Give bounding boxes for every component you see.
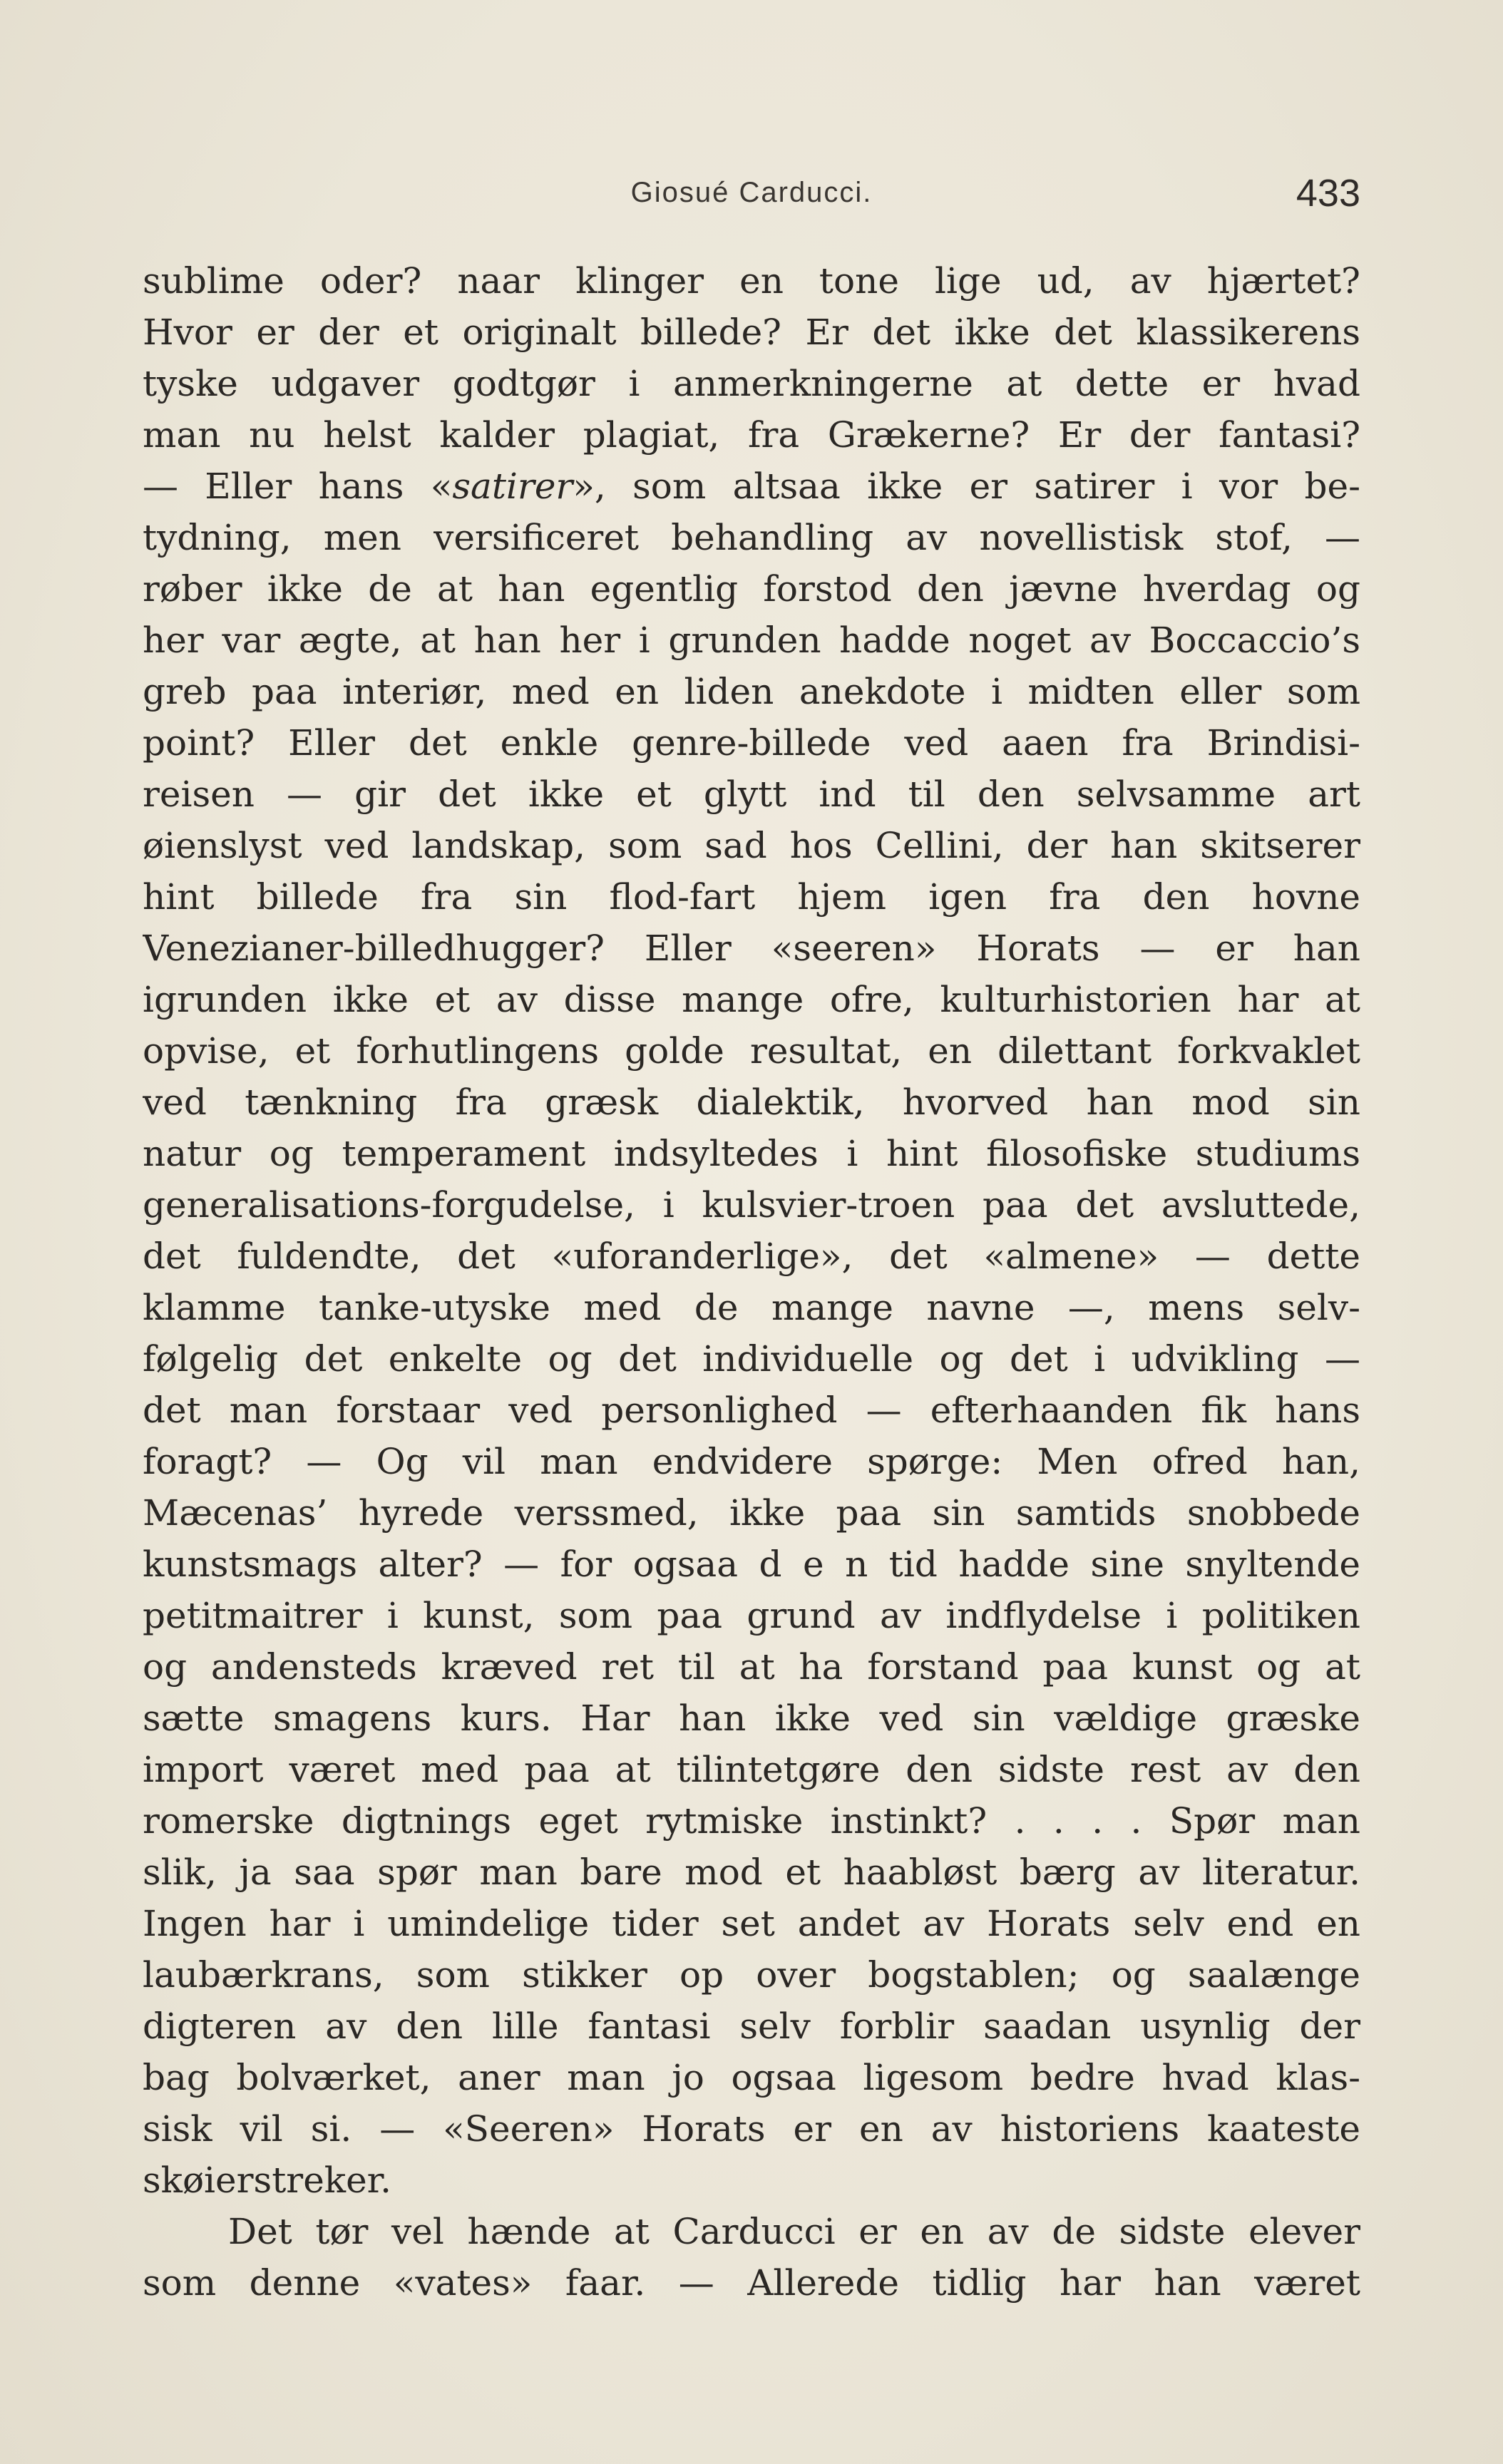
text-line: hint billede fra sin flod-fart hjem igen fra den hovne (143, 876, 1360, 918)
text-line: greb paa interiør, med en liden anekdote i midten eller som (143, 671, 1360, 712)
text-line: Venezianer-billedhugger? Eller «seeren» Horats — er han (143, 928, 1360, 969)
text-line: natur og temperament indsyltedes i hint filosofiske studiums (143, 1133, 1360, 1174)
text-line: sisk vil si. — «Seeren» Horats er en av historiens kaateste (143, 2108, 1360, 2150)
text-line: tydning, men versificeret behandling av novellistisk stof, — (143, 517, 1360, 558)
text-line: laubærkrans, som stikker op over bogstablen; og saalænge (143, 1954, 1360, 1996)
text-line: man nu helst kalder plagiat, fra Grækerne? Er der fantasi? (143, 414, 1360, 456)
text-line: sætte smagens kurs. Har han ikke ved sin vældige græske (143, 1698, 1360, 1739)
text-line: ved tænkning fra græsk dialektik, hvorved han mod sin (143, 1082, 1360, 1123)
text-line: romerske digtnings eget rytmiske instinkt? . . . . Spør man (143, 1800, 1360, 1842)
text-line: Ingen har i umindelige tider set andet av Horats selv end en (143, 1903, 1360, 1944)
text-line-with-italic (143, 461, 1360, 512)
text-line: opvise, et forhutlingens golde resultat, en dilettant forkvaklet (143, 1030, 1360, 1072)
text-line: Hvor er der et originalt billede? Er det ikke det klassikerens (143, 312, 1360, 353)
text-line: her var ægte, at han her i grunden hadde noget av Boccaccio’s (143, 620, 1360, 661)
page-header (143, 171, 1360, 221)
text-line: tyske udgaver godtgør i anmerkningerne at dette er hvad (143, 363, 1360, 404)
text-line: generalisations-forgudelse, i kulsvier-troen paa det avsluttede, (143, 1184, 1360, 1226)
text-line-paragraph-start: Det tør vel hænde at Carducci er en av de sidste elever (228, 2211, 1360, 2252)
text-line: røber ikke de at han egentlig forstod den jævne hverdag og (143, 568, 1360, 610)
text-line: digteren av den lille fantasi selv forblir saadan usynlig der (143, 2006, 1360, 2047)
running-title: Giosué Carducci. (630, 177, 873, 208)
text-line: det man forstaar ved personlighed — efterhaanden fik hans (143, 1390, 1360, 1431)
text-line: øienslyst ved landskap, som sad hos Cellini, der han skitserer (143, 825, 1360, 866)
text-line: igrunden ikke et av disse mange ofre, kulturhistorien har at (143, 979, 1360, 1020)
text-line: sublime oder? naar klinger en tone lige ud, av hjærtet? (143, 260, 1360, 302)
text-line: følgelig det enkelte og det individuelle og det i udvikling — (143, 1338, 1360, 1380)
text-line: klamme tanke-utyske med de mange navne —, mens selv- (143, 1287, 1360, 1328)
text-line: slik, ja saa spør man bare mod et haabløst bærg av literatur. (143, 1852, 1360, 1893)
text-line: som denne «vates» faar. — Allerede tidlig har han været (143, 2262, 1360, 2304)
text-line: bag bolværket, aner man jo ogsaa ligesom bedre hvad klas- (143, 2057, 1360, 2098)
body-text (143, 255, 1360, 2309)
text-line: og andensteds kræved ret til at ha forstand paa kunst og at (143, 1646, 1360, 1688)
text-line: point? Eller det enkle genre-billede ved aaen fra Brindisi- (143, 722, 1360, 764)
text-line: reisen — gir det ikke et glytt ind til den selvsamme art (143, 774, 1360, 815)
text-line: petitmaitrer i kunst, som paa grund av indflydelse i politiken (143, 1595, 1360, 1636)
text-line-paragraph-end: skøierstreker. (143, 2160, 391, 2201)
text-segment: — Eller hans « (143, 466, 453, 507)
text-line: kunstsmags alter? — for ogsaa d e n tid hadde sine snyltende (143, 1544, 1360, 1585)
italic-word: satirer (452, 466, 573, 507)
page-number: 433 (1296, 172, 1360, 215)
text-segment: », som altsaa ikke er satirer i vor be- (573, 466, 1360, 507)
text-line: Mæcenas’ hyrede verssmed, ikke paa sin samtids snobbede (143, 1492, 1360, 1534)
text-line: foragt? — Og vil man endvidere spørge: Men ofred han, (143, 1441, 1360, 1482)
text-line: import været med paa at tilintetgøre den sidste rest av den (143, 1749, 1360, 1790)
text-line: det fuldendte, det «uforanderlige», det «almene» — dette (143, 1236, 1360, 1277)
